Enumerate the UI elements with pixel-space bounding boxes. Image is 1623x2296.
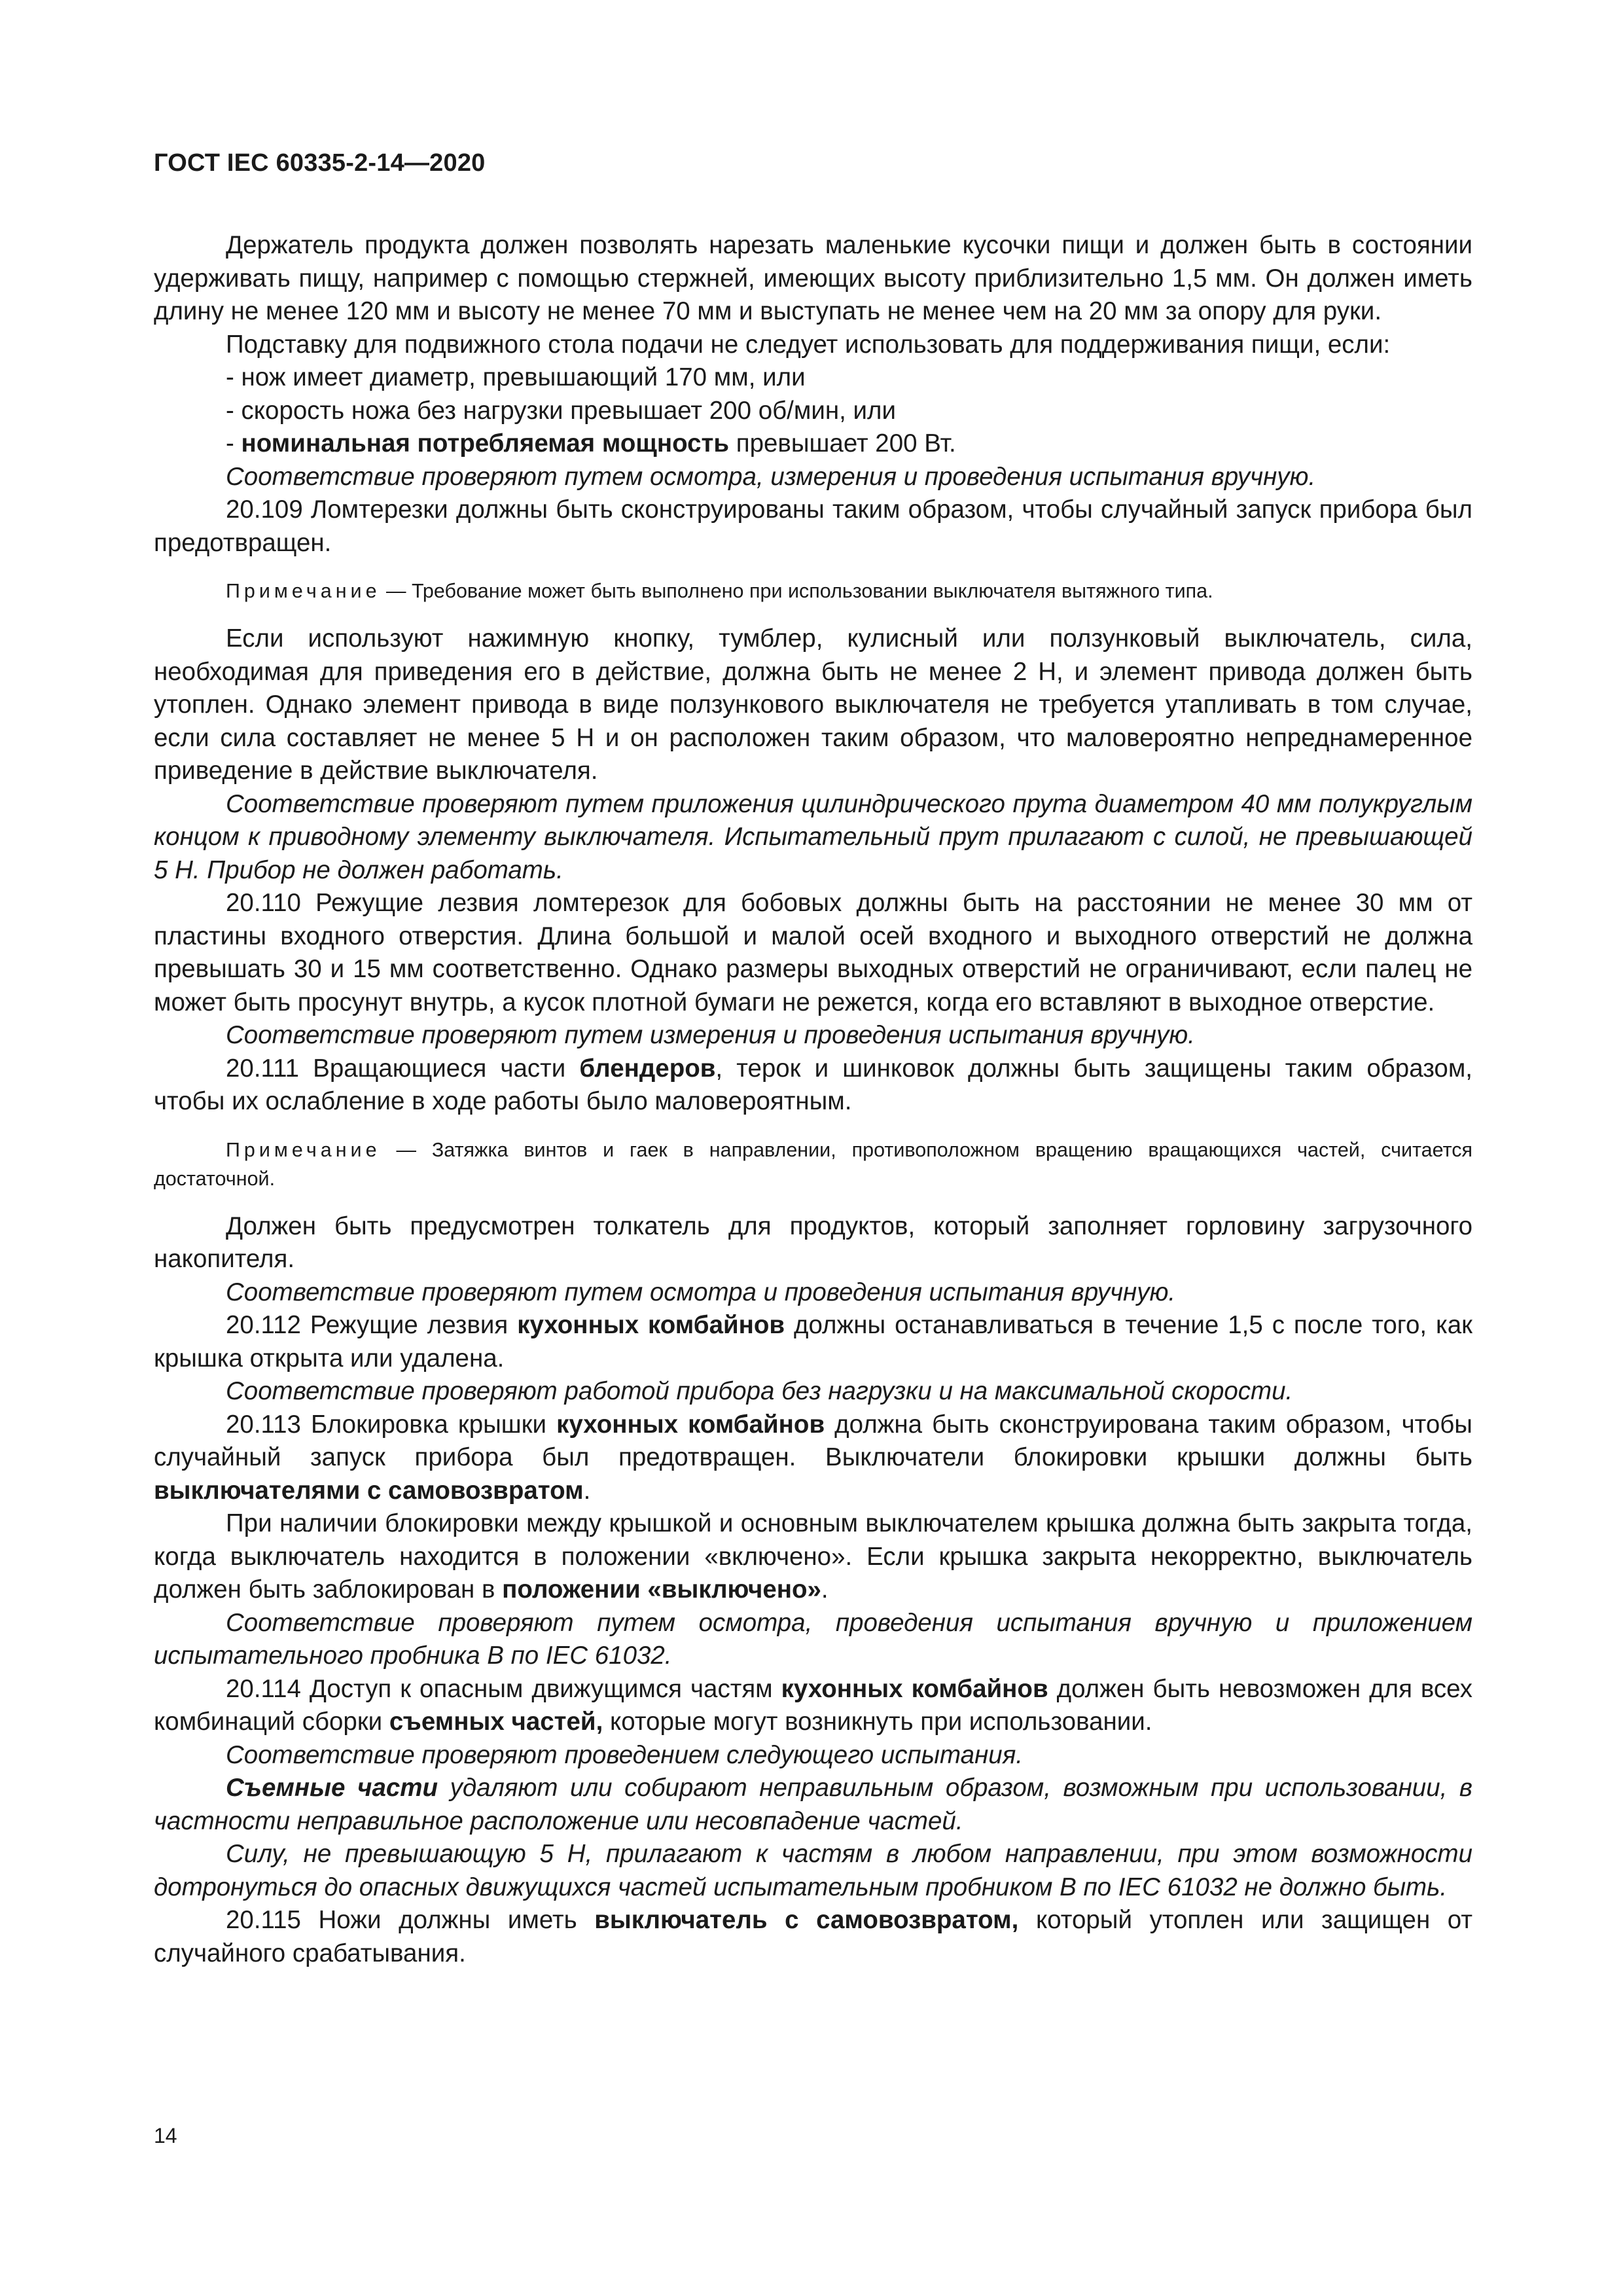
bold-term: выключатель с самовозвратом, bbox=[594, 1906, 1019, 1934]
body-paragraph bbox=[154, 887, 1472, 1019]
compliance-paragraph bbox=[154, 1019, 1472, 1052]
body-paragraph bbox=[154, 1507, 1472, 1607]
bold-term: кухонных комбайнов bbox=[517, 1311, 785, 1339]
body-paragraph bbox=[154, 329, 1472, 362]
bold-term: кухонных комбайнов bbox=[556, 1410, 825, 1439]
text-run: должен быть невозможен для всех комбинаций сборки bbox=[154, 1674, 1473, 1736]
text-run: Держатель продукта должен позволять нарезать маленькие кусочки пищи и должен быть в состоянии удерживать пищу, например с помощью стержней, имеющих высоту приблизительно 1,5 мм. Он должен иметь длину не менее 120 мм и высоту не менее 70 мм и выступать не менее чем на 20 мм за опору для руки. bbox=[154, 231, 1472, 325]
body-paragraph bbox=[154, 361, 1472, 395]
text-run: . bbox=[583, 1476, 591, 1505]
text-run: удаляют или собирают неправильным образом, возможным при использовании, в частности неправильное расположение или несовпадение частей. bbox=[154, 1774, 1472, 1835]
compliance-paragraph bbox=[154, 1772, 1472, 1838]
text-run: Соответствие проверяют путем осмотра, измерения и проведения испытания вручную. bbox=[226, 462, 1316, 491]
text-run: должна быть сконструирована таким образом, чтобы случайный запуск прибора был предотвращен. Выключатели блокировки крышки должны быть bbox=[154, 1410, 1472, 1471]
text-run: 20.111 Вращающиеся части bbox=[226, 1054, 580, 1083]
text-run: 20.110 Режущие лезвия ломтерезок для бобовых должны быть на расстоянии не менее 30 мм от пластины входного отверстия. Длина большой и малой осей входного и выходного отверстий не должна превышать 30 и 15 мм соответственно. Однако размеры выходных отверстий не ограничивают, если палец не может быть просунут внутрь, а кусок плотной бумаги не режется, когда его вставляют в выходное отверстие. bbox=[154, 889, 1472, 1016]
bold-term: выключателями с самовозвратом bbox=[154, 1476, 584, 1505]
text-run: 20.112 Режущие лезвия bbox=[226, 1311, 518, 1339]
text-run: Соответствие проверяют путем осмотра и проведения испытания вручную. bbox=[226, 1278, 1176, 1306]
note-paragraph bbox=[154, 577, 1472, 605]
body-paragraph bbox=[154, 1052, 1472, 1119]
body-paragraph bbox=[154, 1309, 1472, 1375]
document-header: ГОСТ IEC 60335-2-14—2020 bbox=[154, 149, 486, 177]
text-run: Соответствие проверяют путем приложения цилиндрического прута диаметром 40 мм полукруглым концом к приводному элементу выключателя. Испытательный прут прилагают с силой, не превышающей 5 Н. Прибор не должен работать. bbox=[154, 789, 1472, 884]
bold-term: номинальная потребляемая мощность bbox=[241, 429, 730, 457]
body-paragraph bbox=[154, 1408, 1472, 1508]
text-run: Силу, не превышающую 5 Н, прилагают к частям в любом направлении, при этом возможности дотронуться до опасных движущихся частей испытательным пробником В по IEC 61032 не должно быть. bbox=[154, 1840, 1472, 1901]
text-run: , терок и шинковок должны быть защищены таким образом, чтобы их ослабление в ходе работы было маловероятным. bbox=[154, 1054, 1472, 1115]
bold-term: съемных частей, bbox=[389, 1708, 603, 1736]
text-run: Соответствие проверяют работой прибора без нагрузки и на максимальной скорости. bbox=[226, 1377, 1293, 1405]
compliance-paragraph bbox=[154, 1607, 1472, 1673]
bold-term: Съемные части bbox=[226, 1774, 438, 1802]
document-body bbox=[154, 229, 1472, 1970]
compliance-paragraph bbox=[154, 1276, 1472, 1310]
text-run: превышает 200 Вт. bbox=[729, 429, 956, 457]
body-paragraph bbox=[154, 1673, 1472, 1739]
text-run: - скорость ножа без нагрузки превышает 200 об/мин, или bbox=[226, 396, 896, 425]
text-run: должны останавливаться в течение 1,5 с после того, как крышка открыта или удалена. bbox=[154, 1311, 1472, 1372]
note-paragraph bbox=[154, 1136, 1472, 1193]
text-run: которые могут возникнуть при использовании. bbox=[603, 1708, 1152, 1736]
text-run: - bbox=[226, 429, 241, 457]
body-paragraph bbox=[154, 1904, 1472, 1970]
compliance-paragraph bbox=[154, 1375, 1472, 1408]
text-run: Должен быть предусмотрен толкатель для продуктов, который заполняет горловину загрузочного накопителя. bbox=[154, 1211, 1472, 1273]
bold-term: кухонных комбайнов bbox=[781, 1674, 1048, 1703]
body-paragraph bbox=[154, 229, 1472, 329]
text-run: — Требование может быть выполнено при использовании выключателя вытяжного типа. bbox=[380, 580, 1213, 602]
text-run: - нож имеет диаметр, превышающий 170 мм, или bbox=[226, 363, 806, 391]
bold-term: блендеров bbox=[579, 1054, 716, 1083]
text-run: 20.113 Блокировка крышки bbox=[226, 1410, 557, 1439]
text-run: При наличии блокировки между крышкой и основным выключателем крышка должна быть закрыта тогда, когда выключатель находится в положении «включено». Если крышка закрыта некорректно, выключатель должен быть заблокирован в bbox=[154, 1509, 1472, 1604]
text-run: который утоплен или защищен от случайного срабатывания. bbox=[154, 1906, 1472, 1967]
body-paragraph bbox=[154, 1210, 1472, 1276]
text-run: . bbox=[821, 1575, 829, 1604]
note-label: Примечание bbox=[226, 580, 381, 602]
text-run: Соответствие проверяют путем осмотра, проведения испытания вручную и приложением испытательного пробника В по IEC 61032. bbox=[154, 1608, 1472, 1670]
compliance-paragraph bbox=[154, 788, 1472, 888]
text-run: Подставку для подвижного стола подачи не следует использовать для поддерживания пищи, если: bbox=[226, 330, 1391, 359]
body-paragraph bbox=[154, 395, 1472, 428]
bold-term: положении «выключено» bbox=[502, 1575, 821, 1604]
body-paragraph bbox=[154, 493, 1472, 560]
text-run: Соответствие проверяют проведением следующего испытания. bbox=[226, 1740, 1023, 1769]
text-run: 20.109 Ломтерезки должны быть сконструированы таким образом, чтобы случайный запуск прибора был предотвращен. bbox=[154, 495, 1472, 557]
note-label: Примечание bbox=[226, 1138, 381, 1161]
text-run: Если используют нажимную кнопку, тумблер, кулисный или ползунковый выключатель, сила, необходимая для приведения его в действие, должна быть не менее 2 Н, и элемент привода должен быть утоплен. Однако элемент привода в виде ползункового выключателя не требуется утапливать в том случае, если сила составляет не менее 5 Н и он расположен таким образом, что маловероятно непреднамеренное приведение в действие выключателя. bbox=[154, 624, 1472, 785]
text-run: — Затяжка винтов и гаек в направлении, противоположном вращению вращающихся частей, считается достаточной. bbox=[154, 1138, 1472, 1190]
page-number: 14 bbox=[154, 2124, 177, 2147]
compliance-paragraph bbox=[154, 1838, 1472, 1904]
text-run: Соответствие проверяют путем измерения и проведения испытания вручную. bbox=[226, 1021, 1195, 1049]
body-paragraph bbox=[154, 622, 1472, 788]
text-run: 20.115 Ножи должны иметь bbox=[226, 1906, 595, 1934]
compliance-paragraph bbox=[154, 461, 1472, 494]
body-paragraph bbox=[154, 427, 1472, 461]
text-run: 20.114 Доступ к опасным движущимся частям bbox=[226, 1674, 781, 1703]
compliance-paragraph bbox=[154, 1739, 1472, 1772]
